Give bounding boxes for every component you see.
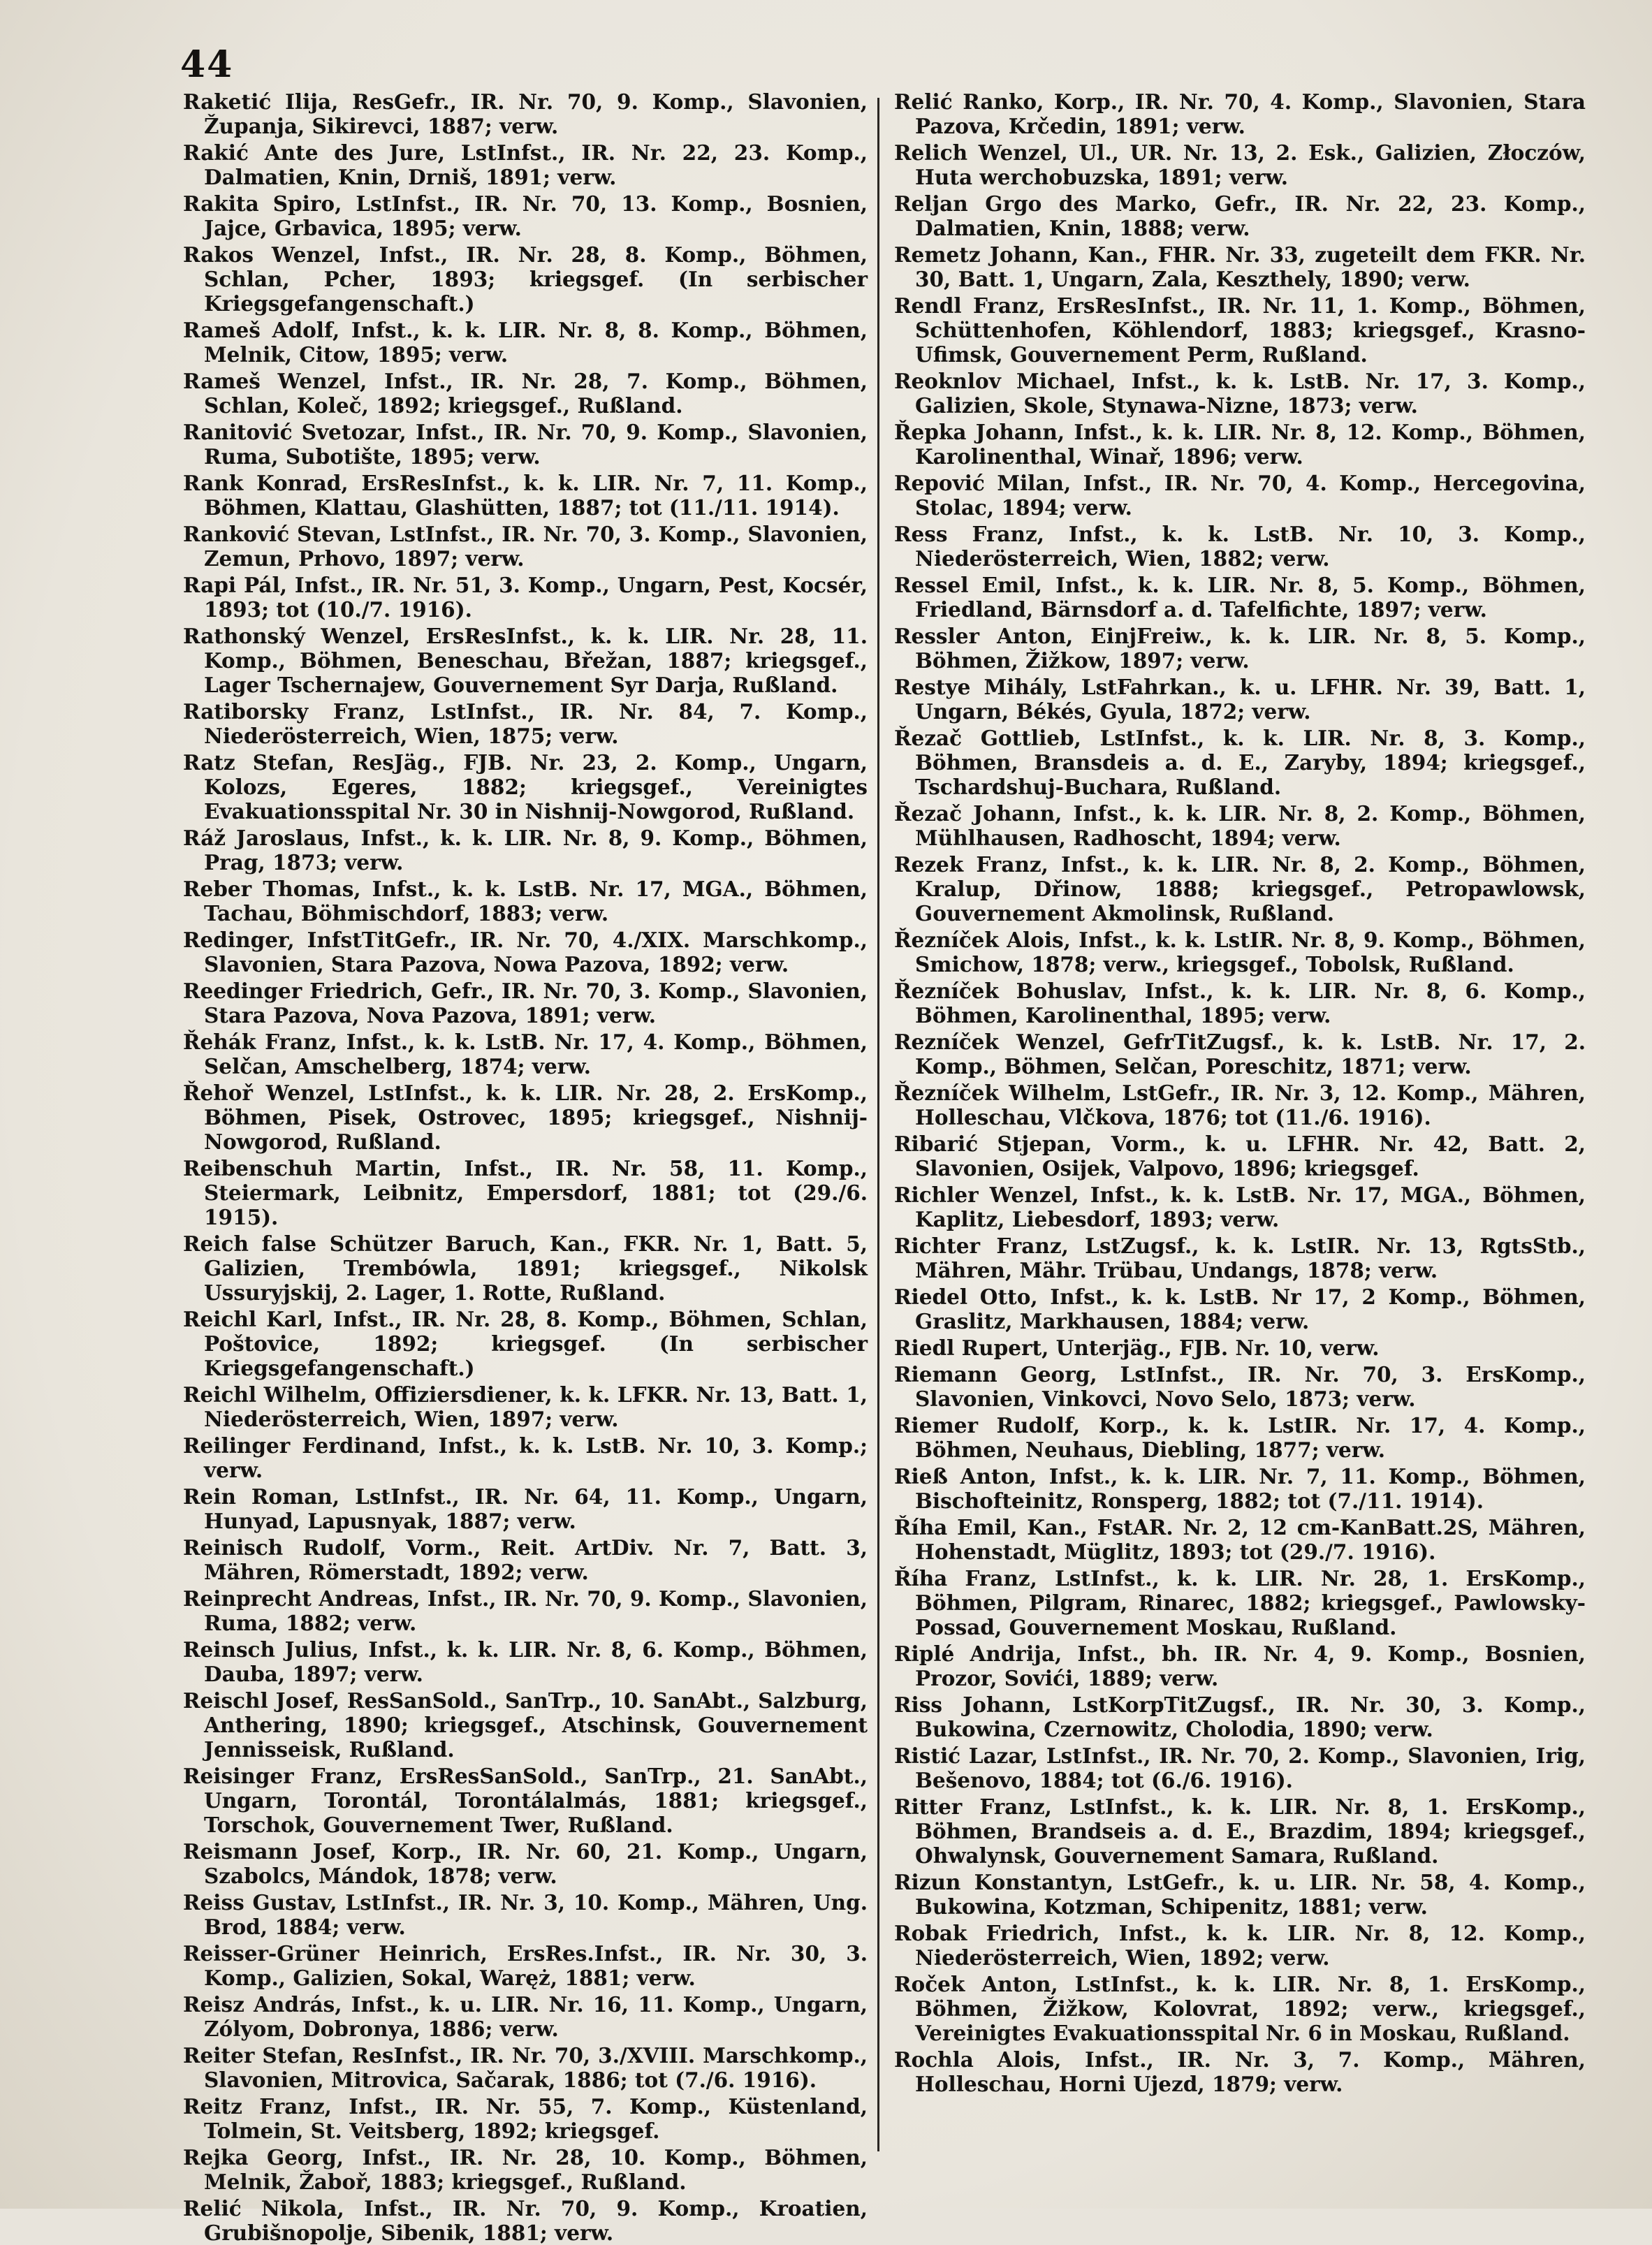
entry-surname: Restye xyxy=(894,675,971,699)
casualty-entry xyxy=(894,979,1586,1028)
casualty-entry xyxy=(183,1941,868,1990)
entry-surname: Rein xyxy=(183,1484,236,1509)
column-divider xyxy=(877,98,879,2151)
entry-surname: Reibenschuh xyxy=(183,1156,333,1180)
entry-surname: Reljan xyxy=(894,191,968,216)
entry-surname: Repović xyxy=(894,471,985,495)
casualty-entry xyxy=(183,1433,868,1482)
casualty-entry xyxy=(894,573,1586,622)
entry-details: Milan, Infst., IR. Nr. 70, 4. Komp., Hercegovina, Stolac, 1894; verw. xyxy=(915,471,1586,520)
entry-surname: Relić xyxy=(894,89,953,114)
entry-surname: Ratz xyxy=(183,750,235,775)
casualty-entry xyxy=(183,1231,868,1305)
casualty-entry xyxy=(894,2047,1586,2096)
entry-surname: Ritter xyxy=(894,1794,963,1819)
entry-surname: Reber xyxy=(183,877,252,901)
casualty-entry xyxy=(183,2145,868,2194)
entry-details: Georg, LstInfst., IR. Nr. 70, 3. ErsKomp., Slavonien, Vinkovci, Novo Selo, 1873; verw. xyxy=(915,1362,1586,1411)
entry-surname: Rathonský xyxy=(183,624,305,648)
entry-details: Rudolf, Korp., k. k. LstIR. Nr. 17, 4. Komp., Böhmen, Neuhaus, Diebling, 1877; verw. xyxy=(915,1413,1586,1462)
entry-details: Jaroslaus, Infst., k. k. LIR. Nr. 8, 9. Komp., Böhmen, Prag, 1873; verw. xyxy=(204,826,868,875)
casualty-entry xyxy=(183,750,868,824)
entry-surname: Ribarić xyxy=(894,1132,979,1156)
casualty-entry xyxy=(894,1515,1586,1564)
entry-details: Franz, ErsResSanSold., SanTrp., 21. SanAbt., Ungarn, Torontál, Torontálalmás, 1881; kriegsgef., Torschok, Gouvernement Twer, Rußland. xyxy=(204,1764,868,1837)
entry-details: Martin, Infst., IR. Nr. 58, 11. Komp., Steiermark, Leibnitz, Empersdorf, 1881; tot (29./6. 1915). xyxy=(204,1156,868,1229)
entry-details: Franz, LstInfst., k. k. LIR. Nr. 8, 1. ErsKomp., Böhmen, Brandseis a. d. E., Brazdim, 1894; kriegsgef., Ohwalynsk, Gouvernement Samara, Rußland. xyxy=(915,1794,1586,1868)
casualty-entry xyxy=(183,877,868,926)
entry-details: Johann, Kan., FHR. Nr. 33, zugeteilt dem FKR. Nr. 30, Batt. 1, Ungarn, Zala, Keszthely, 1890; verw. xyxy=(915,242,1586,291)
entry-surname: Reichl xyxy=(183,1382,257,1407)
casualty-entry xyxy=(894,1413,1586,1462)
entry-details: Josef, Korp., IR. Nr. 60, 21. Komp., Ungarn, Szabolcs, Mándok, 1878; verw. xyxy=(204,1839,868,1888)
entry-details: Andreas, Infst., IR. Nr. 70, 9. Komp., Slavonien, Ruma, 1882; verw. xyxy=(204,1586,868,1635)
casualty-entry xyxy=(894,852,1586,926)
casualty-entry xyxy=(183,2094,868,2143)
entry-surname: Reinisch xyxy=(183,1535,284,1560)
entry-details: Wenzel, ErsResInfst., k. k. LIR. Nr. 28, 11. Komp., Böhmen, Beneschau, Břežan, 1887; kriegsgef., Lager Tschernajew, Gouvernement Syr Darja, Rußland. xyxy=(204,624,868,697)
entry-details: Franz, Infst., k. k. LstB. Nr. 10, 3. Komp., Niederösterreich, Wien, 1882; verw. xyxy=(915,522,1586,571)
casualty-entry xyxy=(894,1692,1586,1741)
entry-details: Franz, Infst., k. k. LstB. Nr. 17, 4. Komp., Böhmen, Selčan, Amschelberg, 1874; verw. xyxy=(204,1030,868,1078)
casualty-entry xyxy=(894,1336,1586,1360)
entry-surname: Remetz xyxy=(894,242,981,267)
entry-surname: Riemer xyxy=(894,1413,979,1438)
casualty-entry xyxy=(183,1890,868,1939)
casualty-entry xyxy=(183,420,868,469)
entry-surname: Riedel xyxy=(894,1285,968,1309)
entry-surname: Řehák xyxy=(183,1030,256,1054)
entry-surname: Řezač xyxy=(894,801,963,826)
entry-details: Ranko, Korp., IR. Nr. 70, 4. Komp., Slavonien, Stara Pazova, Krčedin, 1891; verw. xyxy=(915,89,1586,138)
entry-surname: Ranković xyxy=(183,522,290,546)
casualty-entry xyxy=(894,1972,1586,2045)
entry-surname: Relich xyxy=(894,140,968,165)
entry-details: Ferdinand, Infst., k. k. LstB. Nr. 10, 3. Komp.; verw. xyxy=(204,1433,868,1482)
entry-details: Alois, Infst., IR. Nr. 3, 7. Komp., Mähren, Holleschau, Horni Ujezd, 1879; verw. xyxy=(915,2047,1586,2096)
entry-details: Emil, Kan., FstAR. Nr. 2, 12 cm-KanBatt.2S, Mähren, Hohenstadt, Müglitz, 1893; tot (29./7. 1916). xyxy=(915,1515,1586,1564)
entry-details: Gottlieb, LstInfst., k. k. LIR. Nr. 8, 3. Komp., Böhmen, Bransdeis a. d. E., Zaryby, 1894; kriegsgef., Tschardshuj-Buchara, Rußland. xyxy=(915,726,1586,799)
casualty-entry xyxy=(894,1870,1586,1919)
entry-details: Johann, Infst., k. k. LIR. Nr. 8, 2. Komp., Böhmen, Mühlhausen, Radhoscht, 1894; verw. xyxy=(915,801,1586,850)
casualty-entry xyxy=(183,826,868,875)
casualty-entry xyxy=(894,1183,1586,1231)
entry-surname: Reedinger xyxy=(183,979,302,1003)
entry-details: Franz, LstZugsf., k. k. LstIR. Nr. 13, RgtsStb., Mähren, Mähr. Trübau, Undangs, 1878; verw. xyxy=(915,1234,1586,1282)
entry-details: Josef, ResSanSold., SanTrp., 10. SanAbt., Salzburg, Anthering, 1890; kriegsgef., Atschinsk, Gouvernement Jennisseisk, Rußland. xyxy=(204,1688,868,1762)
entry-surname: Riplé xyxy=(894,1641,955,1666)
entry-details: Adolf, Infst., k. k. LIR. Nr. 8, 8. Komp., Böhmen, Melnik, Citow, 1895; verw. xyxy=(204,318,868,367)
casualty-entry xyxy=(894,1566,1586,1639)
casualty-entry xyxy=(183,1307,868,1380)
casualty-entry xyxy=(183,1586,868,1635)
entry-details: Wilhelm, LstGefr., IR. Nr. 3, 12. Komp., Mähren, Holleschau, Vlčkova, 1876; tot (11./6. 1916). xyxy=(915,1081,1586,1129)
entry-details: Spiro, LstInfst., IR. Nr. 70, 13. Komp., Bosnien, Jajce, Grbavica, 1895; verw. xyxy=(204,191,868,240)
entry-details: Georg, Infst., IR. Nr. 28, 10. Komp., Böhmen, Melnik, Žaboř, 1883; kriegsgef., Rußland. xyxy=(204,2145,868,2194)
entry-surname: Raketić xyxy=(183,89,272,114)
entry-surname: Rank xyxy=(183,471,244,495)
casualty-entry xyxy=(894,471,1586,520)
entry-details: Anton, EinjFreiw., k. k. LIR. Nr. 8, 5. Komp., Böhmen, Žižkow, 1897; verw. xyxy=(915,624,1586,673)
casualty-entry xyxy=(183,1081,868,1154)
entry-surname: Ress xyxy=(894,522,948,546)
entry-details: Johann, LstKorpTitZugsf., IR. Nr. 30, 3. Komp., Bukowina, Czernowitz, Cholodia, 1890; verw. xyxy=(915,1692,1586,1741)
entry-details: Andrija, Infst., bh. IR. Nr. 4, 9. Komp., Bosnien, Prozor, Sovići, 1889; verw. xyxy=(915,1641,1586,1690)
entry-details: Anton, Infst., k. k. LIR. Nr. 7, 11. Komp., Böhmen, Bischofteinitz, Ronsperg, 1882; tot (7./11. 1914). xyxy=(915,1464,1586,1513)
entry-surname: Řezníček xyxy=(894,1081,999,1105)
casualty-entry xyxy=(183,1030,868,1078)
entry-details: Baruch, Kan., FKR. Nr. 1, Batt. 5, Galizien, Trembówla, 1891; kriegsgef., Nikolsk Ussuryjskij, 2. Lager, 1. Rotte, Rußland. xyxy=(204,1231,868,1305)
casualty-entry xyxy=(183,1688,868,1762)
entry-details: Friedrich, Gefr., IR. Nr. 70, 3. Komp., Slavonien, Stara Pazova, Nova Pazova, 1891; verw. xyxy=(204,979,868,1028)
entry-surname: Relić xyxy=(183,2196,242,2221)
entry-surname: Richter xyxy=(894,1234,981,1258)
entry-surname: Richler xyxy=(894,1183,979,1207)
entry-details: Stjepan, Vorm., k. u. LFHR. Nr. 42, Batt. 2, Slavonien, Osijek, Valpovo, 1896; kriegsgef. xyxy=(915,1132,1586,1180)
entry-surname: Řezníček xyxy=(894,928,999,952)
entry-details: Bohuslav, Infst., k. k. LIR. Nr. 8, 6. Komp., Böhmen, Karolinenthal, 1895; verw. xyxy=(915,979,1586,1028)
entry-surname: Říha xyxy=(894,1515,948,1540)
entry-details: Stefan, ResJäg., FJB. Nr. 23, 2. Komp., Ungarn, Kolozs, Egeres, 1882; kriegsgef., Vereinigtes Evakuationsspital Nr. 30 in Nishnij-Nowgorod, Rußland. xyxy=(204,750,868,824)
casualty-entry xyxy=(183,624,868,697)
casualty-entry xyxy=(894,1641,1586,1690)
entry-surname: Řezač xyxy=(894,726,963,750)
entry-details: Wenzel, GefrTitZugsf., k. k. LstB. Nr. 17, 2. Komp., Böhmen, Selčan, Poreschitz, 1871; verw. xyxy=(915,1030,1586,1078)
casualty-entry xyxy=(183,928,868,977)
entry-details: Ilija, ResGefr., IR. Nr. 70, 9. Komp., Slavonien, Županja, Sikirevci, 1887; verw. xyxy=(204,89,868,138)
right-column xyxy=(894,89,1586,2178)
entry-surname: Reischl xyxy=(183,1688,268,1713)
entry-details: Wenzel, LstInfst., k. k. LIR. Nr. 28, 2. ErsKomp., Böhmen, Pisek, Ostrovec, 1895; kriegsgef., Nishnij-Nowgorod, Rußland. xyxy=(204,1081,868,1154)
entry-details: Heinrich, ErsRes.Infst., IR. Nr. 30, 3. Komp., Galizien, Sokal, Waręż, 1881; verw. xyxy=(204,1941,868,1990)
casualty-entry xyxy=(183,1156,868,1229)
entry-surname: Reilinger xyxy=(183,1433,291,1458)
casualty-entry xyxy=(183,573,868,622)
casualty-entry xyxy=(894,675,1586,724)
entry-surname: Rizun xyxy=(894,1870,961,1894)
entry-details: Wilhelm, Offiziersdiener, k. k. LFKR. Nr. 13, Batt. 1, Niederösterreich, Wien, 1897; verw. xyxy=(204,1382,868,1431)
entry-details: Otto, Infst., k. k. LstB. Nr 17, 2 Komp., Böhmen, Graslitz, Markhausen, 1884; verw. xyxy=(915,1285,1586,1333)
entry-surname: Rameš xyxy=(183,318,261,342)
casualty-entry xyxy=(183,318,868,367)
entry-surname: Řepka xyxy=(894,420,967,444)
entry-surname: Řezníček xyxy=(894,979,999,1003)
entry-surname: Reinsch xyxy=(183,1637,275,1662)
casualty-entry xyxy=(894,928,1586,977)
casualty-entry xyxy=(894,801,1586,850)
entry-details: Wenzel, Infst., IR. Nr. 28, 7. Komp., Böhmen, Schlan, Koleč, 1892; kriegsgef., Rußland. xyxy=(204,369,868,418)
casualty-entry xyxy=(183,1839,868,1888)
casualty-entry xyxy=(894,1081,1586,1129)
entry-details: Karl, Infst., IR. Nr. 28, 8. Komp., Böhmen, Schlan, Poštovice, 1892; kriegsgef. (In serbischer Kriegsgefangenschaft.) xyxy=(204,1307,868,1380)
casualty-entry xyxy=(894,1362,1586,1411)
entry-details: Lazar, LstInfst., IR. Nr. 70, 2. Komp., Slavonien, Irig, Bešenovo, 1884; tot (6./6. 1916). xyxy=(915,1743,1586,1792)
entry-surname: Reisz xyxy=(183,1992,244,2017)
entry-surname: Reoknlov xyxy=(894,369,1001,393)
casualty-entry xyxy=(183,89,868,138)
entry-surname: Reisser-Grüner xyxy=(183,1941,360,1966)
entry-details: Franz, LstInfst., IR. Nr. 84, 7. Komp., Niederösterreich, Wien, 1875; verw. xyxy=(204,699,868,748)
entry-surname: Reiter xyxy=(183,2043,255,2068)
entry-details: Konstantyn, LstGefr., k. u. LIR. Nr. 58, 4. Komp., Bukowina, Kotzman, Schipenitz, 1881; verw. xyxy=(915,1870,1586,1919)
entry-details: Thomas, Infst., k. k. LstB. Nr. 17, MGA., Böhmen, Tachau, Böhmischdorf, 1883; verw. xyxy=(204,877,868,926)
entry-details: Franz, Infst., IR. Nr. 55, 7. Komp., Küstenland, Tolmein, St. Veitsberg, 1892; kriegsgef. xyxy=(204,2094,868,2143)
left-column xyxy=(183,89,868,2245)
casualty-entry xyxy=(894,1743,1586,1792)
casualty-entry xyxy=(894,1030,1586,1078)
entry-surname: Rakos xyxy=(183,242,254,267)
entry-details: Gustav, LstInfst., IR. Nr. 3, 10. Komp., Mähren, Ung. Brod, 1884; verw. xyxy=(204,1890,868,1939)
casualty-entry xyxy=(183,1535,868,1584)
casualty-entry xyxy=(183,1637,868,1686)
entry-details: Johann, Infst., k. k. LIR. Nr. 8, 12. Komp., Böhmen, Karolinenthal, Winař, 1896; verw. xyxy=(915,420,1586,469)
entry-surname: Riss xyxy=(894,1692,942,1717)
casualty-entry xyxy=(183,699,868,748)
entry-details: Pál, Infst., IR. Nr. 51, 3. Komp., Ungarn, Pest, Kocsér, 1893; tot (10./7. 1916). xyxy=(204,573,868,622)
casualty-entry xyxy=(894,522,1586,571)
entry-surname: Rezek xyxy=(894,852,964,877)
casualty-entry xyxy=(894,1921,1586,1970)
entry-surname: Ressler xyxy=(894,624,980,648)
casualty-entry xyxy=(183,979,868,1028)
entry-surname: Roček xyxy=(894,1972,965,1996)
entry-details: Julius, Infst., k. k. LIR. Nr. 8, 6. Komp., Böhmen, Dauba, 1897; verw. xyxy=(204,1637,868,1686)
casualty-entry xyxy=(183,1764,868,1837)
entry-surname: Ristić xyxy=(894,1743,961,1768)
entry-surname: Rakić xyxy=(183,140,249,165)
entry-details: Ante des Jure, LstInfst., IR. Nr. 22, 23. Komp., Dalmatien, Knin, Drniš, 1891; verw. xyxy=(204,140,868,189)
entry-details: Rupert, Unterjäg., FJB. Nr. 10, verw. xyxy=(954,1336,1380,1360)
entry-details: Franz, Infst., k. k. LIR. Nr. 8, 2. Komp., Böhmen, Kralup, Dřinow, 1888; kriegsgef., Petropawlowsk, Gouvernement Akmolinsk, Rußland. xyxy=(915,852,1586,926)
entry-details: Wenzel, Infst., k. k. LstB. Nr. 17, MGA., Böhmen, Kaplitz, Liebesdorf, 1893; verw. xyxy=(915,1183,1586,1231)
entry-details: Stefan, ResInfst., IR. Nr. 70, 3./XVIII. Marschkomp., Slavonien, Mitrovica, Sačarak, 1886; tot (7./6. 1916). xyxy=(204,2043,868,2092)
entry-surname: Reichl xyxy=(183,1307,257,1331)
casualty-entry xyxy=(894,1464,1586,1513)
casualty-entry xyxy=(894,369,1586,418)
entry-details: InfstTitGefr., IR. Nr. 70, 4./XIX. Marschkomp., Slavonien, Stara Pazova, Nowa Pazova, 1892; verw. xyxy=(204,928,868,977)
entry-surname: Ressel xyxy=(894,573,969,597)
entry-details: András, Infst., k. u. LIR. Nr. 16, 11. Komp., Ungarn, Zólyom, Dobronya, 1886; verw. xyxy=(204,1992,868,2041)
casualty-entry xyxy=(183,2196,868,2245)
entry-details: Emil, Infst., k. k. LIR. Nr. 8, 5. Komp., Böhmen, Friedland, Bärnsdorf a. d. Tafelfichte, 1897; verw. xyxy=(915,573,1586,622)
casualty-entry xyxy=(183,369,868,418)
casualty-entry xyxy=(183,1382,868,1431)
casualty-entry xyxy=(894,293,1586,367)
casualty-entry xyxy=(894,89,1586,138)
entry-surname: Rapi xyxy=(183,573,237,597)
entry-details: Rudolf, Vorm., Reit. ArtDiv. Nr. 7, Batt. 3, Mähren, Römerstadt, 1892; verw. xyxy=(204,1535,868,1584)
entry-surname: Řehoř xyxy=(183,1081,253,1105)
casualty-entry xyxy=(183,2043,868,2092)
entry-surname: Reinprecht xyxy=(183,1586,312,1611)
entry-surname: Rochla xyxy=(894,2047,974,2072)
casualty-entry xyxy=(183,522,868,571)
casualty-entry xyxy=(894,191,1586,240)
casualty-entry xyxy=(894,1234,1586,1282)
entry-details: Friedrich, Infst., k. k. LIR. Nr. 8, 12. Komp., Niederösterreich, Wien, 1892; verw. xyxy=(915,1921,1586,1970)
casualty-entry xyxy=(894,140,1586,189)
casualty-entry xyxy=(183,1484,868,1533)
casualty-entry xyxy=(894,420,1586,469)
entry-surname: Redinger, xyxy=(183,928,295,952)
page-number: 44 xyxy=(180,43,234,86)
entry-surname: Ráž xyxy=(183,826,226,850)
casualty-entry xyxy=(894,242,1586,291)
entry-details: Michael, Infst., k. k. LstB. Nr. 17, 3. Komp., Galizien, Skole, Stynawa-Nizne, 1873; verw. xyxy=(915,369,1586,418)
casualty-entry xyxy=(183,191,868,240)
casualty-entry xyxy=(183,242,868,316)
casualty-entry xyxy=(183,471,868,520)
entry-details: Franz, LstInfst., k. k. LIR. Nr. 28, 1. ErsKomp., Böhmen, Pilgram, Rinarec, 1882; kriegsgef., Pawlowsky-Possad, Gouvernement Moskau, Rußland. xyxy=(915,1566,1586,1639)
casualty-entry xyxy=(183,140,868,189)
entry-details: Anton, LstInfst., k. k. LIR. Nr. 8, 1. ErsKomp., Böhmen, Žižkow, Kolovrat, 1892; verw., kriegsgef., Vereinigtes Evakuationsspital Nr. 6 in Moskau, Rußland. xyxy=(915,1972,1586,2045)
entry-surname: Reich false Schützer xyxy=(183,1231,432,1256)
casualty-entry xyxy=(894,1132,1586,1180)
entry-surname: Rakita xyxy=(183,191,259,216)
entry-details: Franz, ErsResInfst., IR. Nr. 11, 1. Komp., Böhmen, Schüttenhofen, Köhlendorf, 1883; kriegsgef., Krasno-Ufimsk, Gouvernement Perm, Rußland. xyxy=(915,293,1586,367)
entry-surname: Reitz xyxy=(183,2094,242,2119)
entry-surname: Reiss xyxy=(183,1890,244,1915)
entry-surname: Riedl xyxy=(894,1336,955,1360)
entry-details: Alois, Infst., k. k. LstIR. Nr. 8, 9. Komp., Böhmen, Smichow, 1878; verw., kriegsgef., Tobolsk, Rußland. xyxy=(915,928,1586,977)
entry-surname: Riemann xyxy=(894,1362,997,1387)
entry-details: Nikola, Infst., IR. Nr. 70, 9. Komp., Kroatien, Grubišnopolje, Sibenik, 1881; verw. xyxy=(204,2196,868,2245)
entry-surname: Rejka xyxy=(183,2145,249,2170)
entry-surname: Rieß xyxy=(894,1464,948,1489)
entry-details: Konrad, ErsResInfst., k. k. LIR. Nr. 7, 11. Komp., Böhmen, Klattau, Glashütten, 1887; tot (11./11. 1914). xyxy=(204,471,868,520)
casualty-entry xyxy=(894,624,1586,673)
entry-surname: Reismann xyxy=(183,1839,298,1864)
entry-details: Roman, LstInfst., IR. Nr. 64, 11. Komp., Ungarn, Hunyad, Lapusnyak, 1887; verw. xyxy=(204,1484,868,1533)
entry-details: Stevan, LstInfst., IR. Nr. 70, 3. Komp., Slavonien, Zemun, Prhovo, 1897; verw. xyxy=(204,522,868,571)
entry-details: Mihály, LstFahrkan., k. u. LFHR. Nr. 39, Batt. 1, Ungarn, Békés, Gyula, 1872; verw. xyxy=(915,675,1586,724)
entry-details: Grgo des Marko, Gefr., IR. Nr. 22, 23. Komp., Dalmatien, Knin, 1888; verw. xyxy=(915,191,1586,240)
entry-details: Wenzel, Infst., IR. Nr. 28, 8. Komp., Böhmen, Schlan, Pcher, 1893; kriegsgef. (In serbischer Kriegsgefangenschaft.) xyxy=(204,242,868,316)
entry-details: Wenzel, Ul., UR. Nr. 13, 2. Esk., Galizien, Złoczów, Huta werchobuzska, 1891; verw. xyxy=(915,140,1586,189)
entry-surname: Ranitović xyxy=(183,420,293,444)
entry-surname: Rezníček xyxy=(894,1030,999,1054)
entry-surname: Rendl xyxy=(894,293,962,318)
entry-surname: Říha xyxy=(894,1566,948,1590)
entry-surname: Robak xyxy=(894,1921,967,1945)
entry-surname: Reisinger xyxy=(183,1764,294,1788)
casualty-entry xyxy=(183,1992,868,2041)
entry-surname: Rameš xyxy=(183,369,261,393)
casualty-entry xyxy=(894,1794,1586,1868)
casualty-entry xyxy=(894,1285,1586,1333)
entry-details: Svetozar, Infst., IR. Nr. 70, 9. Komp., Slavonien, Ruma, Subotište, 1895; verw. xyxy=(204,420,868,469)
entry-surname: Ratiborsky xyxy=(183,699,309,724)
casualty-entry xyxy=(894,726,1586,799)
